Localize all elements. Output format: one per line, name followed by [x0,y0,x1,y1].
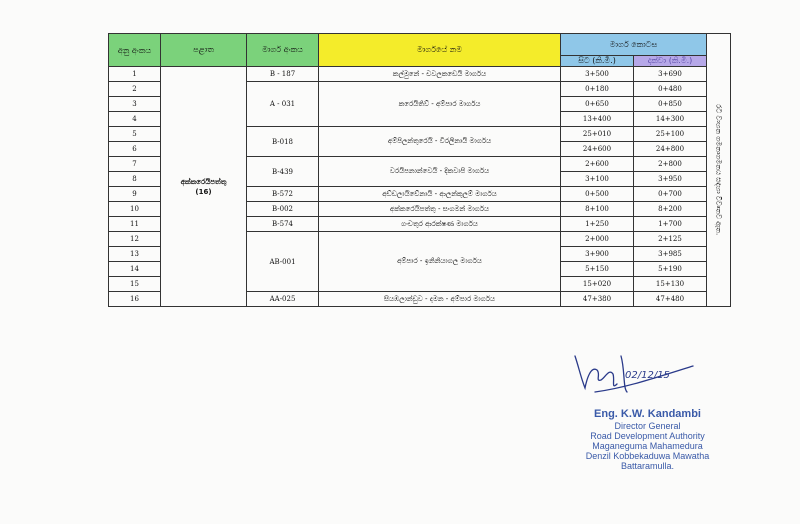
route-code: A - 031 [247,82,319,127]
row-no: 14 [109,262,161,277]
route-code: B-018 [247,127,319,157]
from-km: 3+500 [561,67,634,82]
from-km: 24+600 [561,142,634,157]
row-no: 3 [109,97,161,112]
area-count: (16) [195,187,212,196]
from-km: 8+100 [561,202,634,217]
header-from: සිට (කි.මී.) [561,56,634,67]
from-km: 0+180 [561,82,634,97]
to-km: 3+985 [634,247,707,262]
signer-address-1: Maganeguma Mahamedura [592,441,703,451]
area-name: අක්කරෙයිපත්තු [180,177,227,186]
to-km: 5+190 [634,262,707,277]
road-name: සියඹලාන්ඩුව - දමන - අම්පාර මාර්ගය [319,292,561,307]
row-no: 13 [109,247,161,262]
from-km: 25+010 [561,127,634,142]
row-no: 2 [109,82,161,97]
from-km: 2+600 [561,157,634,172]
road-name: අක්කරෙයිපත්තු - සංගමන් මාර්ගය [319,202,561,217]
row-no: 10 [109,202,161,217]
from-km: 0+500 [561,187,634,202]
from-km: 15+020 [561,277,634,292]
row-no: 6 [109,142,161,157]
remark-vertical: රට වාහන ගමනාගමනය සඳහා විවෘතව ඇත. [707,34,731,307]
row-no: 7 [109,157,161,172]
signer-title: Director General [614,421,681,431]
to-km: 2+125 [634,232,707,247]
route-code: B - 187 [247,67,319,82]
to-km: 14+300 [634,112,707,127]
signature-date: 02/12/15 [625,370,670,381]
road-name: කරෙයිතිව් - අම්පාර මාර්ගය [319,82,561,127]
header-no: අනු අංකය [109,34,161,67]
row-no: 4 [109,112,161,127]
row-no: 8 [109,172,161,187]
route-code: AA-025 [247,292,319,307]
signer-block [560,408,735,471]
from-km: 47+380 [561,292,634,307]
to-km: 25+100 [634,127,707,142]
from-km: 0+650 [561,97,634,112]
to-km: 8+200 [634,202,707,217]
row-no: 15 [109,277,161,292]
from-km: 5+150 [561,262,634,277]
row-no: 11 [109,217,161,232]
from-km: 1+250 [561,217,634,232]
route-code: AB-001 [247,232,319,292]
to-km: 47+480 [634,292,707,307]
to-km: 3+950 [634,172,707,187]
row-no: 12 [109,232,161,247]
signer-name: Eng. K.W. Kandambi [594,408,701,420]
signer-address-3: Battaramulla. [620,461,675,471]
from-km: 2+000 [561,232,634,247]
header-section: මාර්ග කොටස [561,34,707,56]
road-name: වරයිපනාන්වෙයි - දිකවාපි මාර්ගය [319,157,561,187]
route-code: B-572 [247,187,319,202]
header-route-no: මාර්ග අංකය [247,34,319,67]
to-km: 0+850 [634,97,707,112]
signer-address-2: Denzil Kobbekaduwa Mawatha [585,451,710,461]
row-no: 1 [109,67,161,82]
route-code: B-002 [247,202,319,217]
to-km: 2+800 [634,157,707,172]
to-km: 24+800 [634,142,707,157]
road-name: අම්පිලන්තුරෙයි - විරලිනායි මාර්ගය [319,127,561,157]
from-km: 13+400 [561,112,634,127]
signer-org: Road Development Authority [590,431,705,441]
row-no: 9 [109,187,161,202]
route-code: B-574 [247,217,319,232]
to-km: 0+700 [634,187,707,202]
header-area: පළාත [161,34,247,67]
road-closures-table [108,33,731,307]
road-name: කල්මුනේ - චවලකඩෙයි මාර්ගය [319,67,561,82]
header-to: දක්වා (කි.මී.) [634,56,707,67]
from-km: 3+900 [561,247,634,262]
to-km: 3+690 [634,67,707,82]
road-name: ගංචතුර ආරක්ෂණ මාර්ගය [319,217,561,232]
route-code: B-439 [247,157,319,187]
handwritten-signature [565,348,705,398]
to-km: 15+130 [634,277,707,292]
row-no: 5 [109,127,161,142]
to-km: 1+700 [634,217,707,232]
road-name: අම්පාර - ඉනිනියාගල මාර්ගය [319,232,561,292]
row-no: 16 [109,292,161,307]
header-road-name: මාර්ගයේ නම [319,34,561,67]
to-km: 0+480 [634,82,707,97]
area-cell [161,67,247,307]
road-name: අඩ්ඩලායිචේනායි - ආලන්කුලම් මාර්ගය [319,187,561,202]
from-km: 3+100 [561,172,634,187]
